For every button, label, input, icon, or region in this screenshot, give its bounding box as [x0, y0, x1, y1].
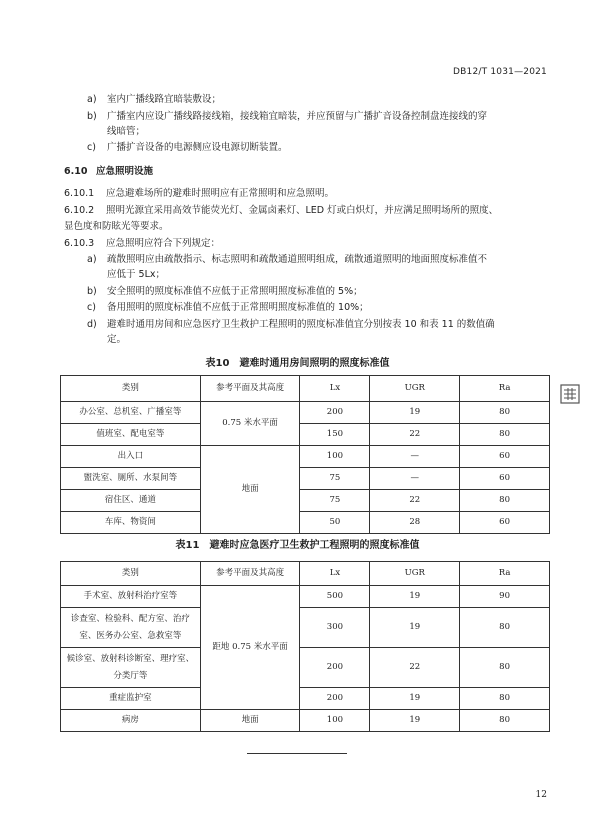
table-cell: 0.75 米水平面: [200, 402, 300, 446]
table-caption: 表11 避难时应急医疗卫生救护工程照明的照度标准值: [175, 540, 420, 551]
table-row: [61, 608, 550, 648]
column-header: 参考平面及其高度: [200, 562, 300, 586]
list-item-text: 避难时通用房间和应急医疗卫生救护工程照明的照度标准值宜分别按表 10 和表 11 的数值确: [107, 319, 495, 330]
clause-number: 6.10.2: [64, 205, 95, 216]
table-cell: 80: [460, 710, 550, 732]
table-cell: 80: [460, 648, 550, 688]
table-row: [61, 586, 550, 608]
column-header: 参考平面及其高度: [200, 376, 300, 402]
list-item-text: 定。: [107, 334, 127, 345]
table-row: [61, 688, 550, 710]
list-marker: a): [87, 94, 97, 105]
list-marker: b): [87, 111, 97, 122]
table-cell: 19: [370, 710, 460, 732]
footnote-separator: [247, 753, 347, 754]
list-item-text: 广播室内应设广播线路接线箱，接线箱宜暗装，并应预留与广播扩音设备控制盘连接线的穿: [107, 111, 488, 122]
clause-number: 6.10.1: [64, 188, 95, 199]
table-view-icon[interactable]: [560, 384, 580, 404]
table-cell: 80: [460, 490, 550, 512]
column-header: Lx: [300, 562, 370, 586]
table-row: [61, 710, 550, 732]
list-item-text: 备用照明的照度标准值不应低于正常照明照度标准值的 10%；: [107, 302, 369, 313]
column-header: Ra: [460, 376, 550, 402]
table-cell: 80: [460, 424, 550, 446]
table-row: [61, 402, 550, 424]
table-cell: 60: [460, 468, 550, 490]
list-marker: c): [87, 302, 96, 313]
table-caption: 表10 避难时通用房间照明的照度标准值: [205, 358, 390, 369]
table-cell: 100: [300, 446, 370, 468]
table-cell: 500: [300, 586, 370, 608]
cell-line: 室、医务办公室、急救室等: [79, 630, 182, 641]
clause-text: 显色度和防眩光等要求。: [64, 221, 169, 232]
column-header: UGR: [370, 376, 460, 402]
table-cell: 宿住区、通道: [61, 490, 201, 512]
cell-line: 候诊室、放射科诊断室、理疗室、: [66, 653, 195, 664]
table-cell: 300: [300, 608, 370, 648]
clause-text: 照明光源宜采用高效节能荧光灯、金属卤素灯、LED 灯或白炽灯，并应满足照明场所的照度、: [106, 205, 499, 216]
table-cell: 盥洗室、厕所、水泵间等: [61, 468, 201, 490]
table-cell: 60: [460, 512, 550, 534]
table-cell: 值班室、配电室等: [61, 424, 201, 446]
list-item-text: 线暗管；: [107, 126, 146, 137]
table-cell: 距地 0.75 米水平面: [200, 586, 300, 710]
table-cell: 22: [370, 424, 460, 446]
list-marker: a): [87, 254, 97, 265]
table-cell: 200: [300, 648, 370, 688]
table-cell: 19: [370, 688, 460, 710]
list-item-text: 安全照明的照度标准值不应低于正常照明照度标准值的 5%；: [107, 286, 363, 297]
cell-line: 分类厅等: [113, 670, 148, 681]
table-cell: 22: [370, 648, 460, 688]
table-cell: 出入口: [61, 446, 201, 468]
table-cell: 19: [370, 586, 460, 608]
clause-text: 应急避难场所的避难时照明应有正常照明和应急照明。: [106, 188, 335, 199]
table-row: [61, 512, 550, 534]
table-cell: [61, 608, 201, 648]
lighting-table-10: [60, 375, 550, 534]
table-cell: 150: [300, 424, 370, 446]
table-cell: 80: [460, 608, 550, 648]
table-cell: 地面: [200, 710, 300, 732]
table-row: [61, 490, 550, 512]
list-marker: d): [87, 319, 97, 330]
table-cell: 80: [460, 402, 550, 424]
table-cell: 80: [460, 688, 550, 710]
list-marker: c): [87, 142, 96, 153]
table-cell: 手术室、放射科治疗室等: [61, 586, 201, 608]
table-cell: 19: [370, 608, 460, 648]
lighting-table-11: [60, 561, 550, 732]
list-item-text: 广播扩音设备的电源侧应设电源切断装置。: [107, 142, 288, 153]
table-cell: 车库、物资间: [61, 512, 201, 534]
table-cell: [61, 648, 201, 688]
table-cell: 50: [300, 512, 370, 534]
section-title: 应急照明设施: [96, 166, 154, 177]
table-row: [61, 468, 550, 490]
table-cell: 200: [300, 402, 370, 424]
list-item-text: 疏散照明应由疏散指示、标志照明和疏散通道照明组成，疏散通道照明的地面照度标准值不: [107, 254, 488, 265]
clause-text: 应急照明应符合下列规定：: [106, 238, 221, 249]
table-row: [61, 446, 550, 468]
list-item-text: 室内广播线路宜暗装敷设；: [107, 94, 222, 105]
table-cell: 地面: [200, 446, 300, 534]
list-marker: b): [87, 286, 97, 297]
column-header: 类别: [61, 376, 201, 402]
column-header: 类别: [61, 562, 201, 586]
doc-code-header: DB12/T 1031—2021: [453, 67, 547, 77]
table-row: [61, 648, 550, 688]
table-cell: 办公室、总机室、广播室等: [61, 402, 201, 424]
table-cell: 90: [460, 586, 550, 608]
table-cell: 60: [460, 446, 550, 468]
clause-number: 6.10.3: [64, 238, 95, 249]
column-header: UGR: [370, 562, 460, 586]
page-number: 12: [535, 790, 547, 800]
table-cell: —: [370, 446, 460, 468]
table-cell: —: [370, 468, 460, 490]
table-cell: 75: [300, 468, 370, 490]
table-cell: 200: [300, 688, 370, 710]
table-cell: 75: [300, 490, 370, 512]
list-item-text: 应低于 5Lx；: [107, 269, 165, 280]
column-header: Ra: [460, 562, 550, 586]
section-number: 6.10: [64, 166, 88, 177]
table-cell: 22: [370, 490, 460, 512]
table-cell: 100: [300, 710, 370, 732]
column-header: Lx: [300, 376, 370, 402]
table-cell: 重症监护室: [61, 688, 201, 710]
cell-line: 诊查室、检验科、配方室、治疗: [70, 613, 190, 624]
table-cell: 28: [370, 512, 460, 534]
table-cell: 19: [370, 402, 460, 424]
table-cell: 病房: [61, 710, 201, 732]
table-row: [61, 424, 550, 446]
